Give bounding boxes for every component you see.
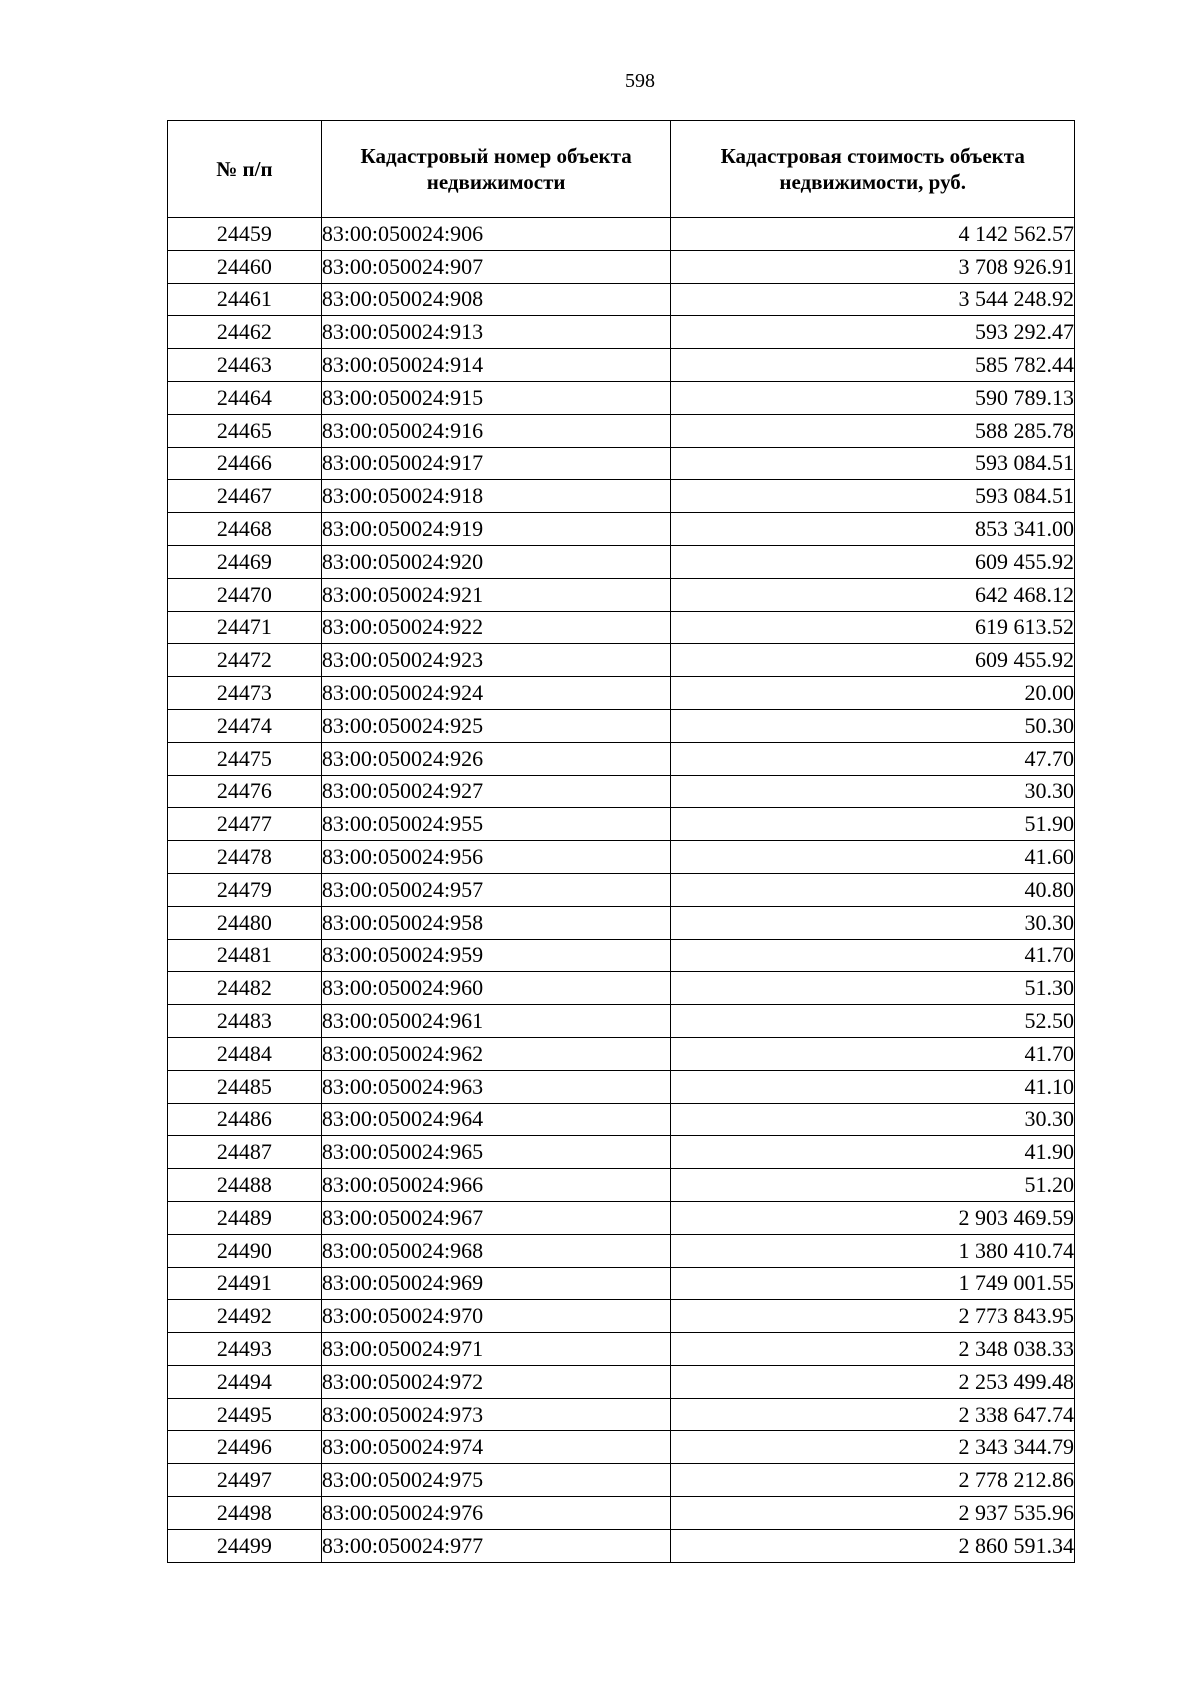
table-row [168,513,1075,546]
cadastral-number-cell: 83:00:050024:908 [321,283,671,316]
table-row [168,611,1075,644]
table-row [168,316,1075,349]
table-row [168,1398,1075,1431]
row-number-cell: 24489 [168,1201,322,1234]
column-header-number: № п/п [168,121,322,218]
table-row [168,414,1075,447]
table-header-row [168,121,1075,218]
table-row [168,1529,1075,1562]
cadastral-value-cell: 41.70 [671,939,1075,972]
cadastral-number-cell: 83:00:050024:926 [321,742,671,775]
cadastral-value-cell: 41.60 [671,841,1075,874]
row-number-cell: 24463 [168,349,322,382]
table-row [168,1464,1075,1497]
row-number-cell: 24485 [168,1070,322,1103]
cadastral-number-cell: 83:00:050024:960 [321,972,671,1005]
cadastral-value-cell: 2 343 344.79 [671,1431,1075,1464]
cadastral-value-cell: 30.30 [671,775,1075,808]
cadastral-value-cell: 2 253 499.48 [671,1365,1075,1398]
table-row [168,808,1075,841]
cadastral-number-cell: 83:00:050024:958 [321,906,671,939]
cadastral-value-cell: 41.10 [671,1070,1075,1103]
row-number-cell: 24479 [168,873,322,906]
cadastral-value-cell: 593 292.47 [671,316,1075,349]
table-row [168,218,1075,251]
cadastral-value-cell: 609 455.92 [671,644,1075,677]
row-number-cell: 24492 [168,1300,322,1333]
row-number-cell: 24460 [168,250,322,283]
cadastral-value-cell: 3 708 926.91 [671,250,1075,283]
cadastral-value-cell: 2 778 212.86 [671,1464,1075,1497]
table-row [168,1005,1075,1038]
cadastral-value-cell: 40.80 [671,873,1075,906]
table-row [168,447,1075,480]
row-number-cell: 24481 [168,939,322,972]
cadastral-number-cell: 83:00:050024:971 [321,1333,671,1366]
row-number-cell: 24469 [168,545,322,578]
cadastral-number-cell: 83:00:050024:923 [321,644,671,677]
row-number-cell: 24496 [168,1431,322,1464]
row-number-cell: 24476 [168,775,322,808]
cadastral-value-cell: 2 937 535.96 [671,1497,1075,1530]
table-row [168,250,1075,283]
cadastral-value-cell: 30.30 [671,906,1075,939]
table-row [168,873,1075,906]
cadastral-number-cell: 83:00:050024:961 [321,1005,671,1038]
row-number-cell: 24483 [168,1005,322,1038]
cadastral-number-cell: 83:00:050024:964 [321,1103,671,1136]
cadastral-value-cell: 51.20 [671,1169,1075,1202]
table-row [168,906,1075,939]
row-number-cell: 24477 [168,808,322,841]
table-row [168,1431,1075,1464]
cadastral-number-cell: 83:00:050024:907 [321,250,671,283]
table-row [168,1234,1075,1267]
cadastral-number-cell: 83:00:050024:976 [321,1497,671,1530]
cadastral-number-cell: 83:00:050024:962 [321,1037,671,1070]
row-number-cell: 24467 [168,480,322,513]
cadastral-value-cell: 41.90 [671,1136,1075,1169]
table-row [168,709,1075,742]
cadastral-value-cell: 52.50 [671,1005,1075,1038]
cadastral-number-cell: 83:00:050024:969 [321,1267,671,1300]
page-number: 598 [625,70,655,92]
row-number-cell: 24465 [168,414,322,447]
cadastral-number-cell: 83:00:050024:917 [321,447,671,480]
table-row [168,1169,1075,1202]
table-row [168,1070,1075,1103]
table-row [168,349,1075,382]
row-number-cell: 24471 [168,611,322,644]
table-row [168,578,1075,611]
cadastral-value-cell: 50.30 [671,709,1075,742]
cadastral-value-cell: 619 613.52 [671,611,1075,644]
cadastral-value-cell: 1 380 410.74 [671,1234,1075,1267]
row-number-cell: 24462 [168,316,322,349]
table-row [168,545,1075,578]
row-number-cell: 24468 [168,513,322,546]
row-number-cell: 24497 [168,1464,322,1497]
row-number-cell: 24464 [168,381,322,414]
cadastral-number-cell: 83:00:050024:965 [321,1136,671,1169]
cadastral-value-cell: 3 544 248.92 [671,283,1075,316]
row-number-cell: 24488 [168,1169,322,1202]
table-row [168,480,1075,513]
table-row [168,1333,1075,1366]
cadastral-value-cell: 51.30 [671,972,1075,1005]
column-header-cadastral-value: Кадастровая стоимость объекта недвижимости, руб. [671,121,1075,218]
cadastral-value-cell: 4 142 562.57 [671,218,1075,251]
cadastral-number-cell: 83:00:050024:975 [321,1464,671,1497]
cadastral-value-cell: 2 903 469.59 [671,1201,1075,1234]
cadastral-number-cell: 83:00:050024:921 [321,578,671,611]
cadastral-number-cell: 83:00:050024:963 [321,1070,671,1103]
cadastral-number-cell: 83:00:050024:966 [321,1169,671,1202]
cadastral-number-cell: 83:00:050024:973 [321,1398,671,1431]
cadastral-number-cell: 83:00:050024:918 [321,480,671,513]
cadastral-value-cell: 41.70 [671,1037,1075,1070]
cadastral-value-cell: 585 782.44 [671,349,1075,382]
cadastral-value-cell: 2 348 038.33 [671,1333,1075,1366]
table-row [168,381,1075,414]
row-number-cell: 24490 [168,1234,322,1267]
table-row [168,841,1075,874]
cadastral-value-cell: 2 860 591.34 [671,1529,1075,1562]
cadastral-number-cell: 83:00:050024:914 [321,349,671,382]
row-number-cell: 24472 [168,644,322,677]
table-row [168,939,1075,972]
row-number-cell: 24486 [168,1103,322,1136]
cadastral-value-table [167,120,1075,1563]
cadastral-value-cell: 853 341.00 [671,513,1075,546]
cadastral-number-cell: 83:00:050024:924 [321,677,671,710]
cadastral-number-cell: 83:00:050024:920 [321,545,671,578]
cadastral-number-cell: 83:00:050024:916 [321,414,671,447]
cadastral-number-cell: 83:00:050024:925 [321,709,671,742]
cadastral-number-cell: 83:00:050024:957 [321,873,671,906]
row-number-cell: 24461 [168,283,322,316]
cadastral-number-cell: 83:00:050024:977 [321,1529,671,1562]
table-row [168,1136,1075,1169]
cadastral-number-cell: 83:00:050024:915 [321,381,671,414]
table-row [168,644,1075,677]
row-number-cell: 24473 [168,677,322,710]
row-number-cell: 24459 [168,218,322,251]
table-row [168,1103,1075,1136]
row-number-cell: 24493 [168,1333,322,1366]
cadastral-value-cell: 51.90 [671,808,1075,841]
cadastral-value-cell: 1 749 001.55 [671,1267,1075,1300]
cadastral-value-cell: 2 773 843.95 [671,1300,1075,1333]
cadastral-value-cell: 20.00 [671,677,1075,710]
table-row [168,1267,1075,1300]
cadastral-number-cell: 83:00:050024:913 [321,316,671,349]
cadastral-number-cell: 83:00:050024:955 [321,808,671,841]
row-number-cell: 24470 [168,578,322,611]
table-row [168,1300,1075,1333]
cadastral-number-cell: 83:00:050024:967 [321,1201,671,1234]
cadastral-number-cell: 83:00:050024:959 [321,939,671,972]
table-row [168,742,1075,775]
row-number-cell: 24475 [168,742,322,775]
cadastral-number-cell: 83:00:050024:970 [321,1300,671,1333]
table-row [168,1497,1075,1530]
table-row [168,775,1075,808]
row-number-cell: 24498 [168,1497,322,1530]
cadastral-number-cell: 83:00:050024:974 [321,1431,671,1464]
row-number-cell: 24484 [168,1037,322,1070]
cadastral-number-cell: 83:00:050024:956 [321,841,671,874]
cadastral-number-cell: 83:00:050024:919 [321,513,671,546]
row-number-cell: 24478 [168,841,322,874]
cadastral-number-cell: 83:00:050024:972 [321,1365,671,1398]
row-number-cell: 24495 [168,1398,322,1431]
row-number-cell: 24499 [168,1529,322,1562]
table-row [168,972,1075,1005]
cadastral-value-cell: 588 285.78 [671,414,1075,447]
cadastral-number-cell: 83:00:050024:968 [321,1234,671,1267]
cadastral-value-cell: 47.70 [671,742,1075,775]
row-number-cell: 24466 [168,447,322,480]
row-number-cell: 24480 [168,906,322,939]
cadastral-value-cell: 609 455.92 [671,545,1075,578]
table-row [168,283,1075,316]
cadastral-value-cell: 593 084.51 [671,447,1075,480]
column-header-cadastral-number: Кадастровый номер объекта недвижимости [321,121,671,218]
row-number-cell: 24491 [168,1267,322,1300]
table-row [168,677,1075,710]
table-body [168,218,1075,1563]
cadastral-value-cell: 642 468.12 [671,578,1075,611]
table-row [168,1365,1075,1398]
cadastral-value-cell: 590 789.13 [671,381,1075,414]
table-row [168,1037,1075,1070]
cadastral-number-cell: 83:00:050024:906 [321,218,671,251]
table-row [168,1201,1075,1234]
cadastral-value-cell: 593 084.51 [671,480,1075,513]
cadastral-number-cell: 83:00:050024:922 [321,611,671,644]
row-number-cell: 24482 [168,972,322,1005]
cadastral-value-cell: 2 338 647.74 [671,1398,1075,1431]
row-number-cell: 24487 [168,1136,322,1169]
cadastral-value-cell: 30.30 [671,1103,1075,1136]
cadastral-number-cell: 83:00:050024:927 [321,775,671,808]
row-number-cell: 24494 [168,1365,322,1398]
row-number-cell: 24474 [168,709,322,742]
